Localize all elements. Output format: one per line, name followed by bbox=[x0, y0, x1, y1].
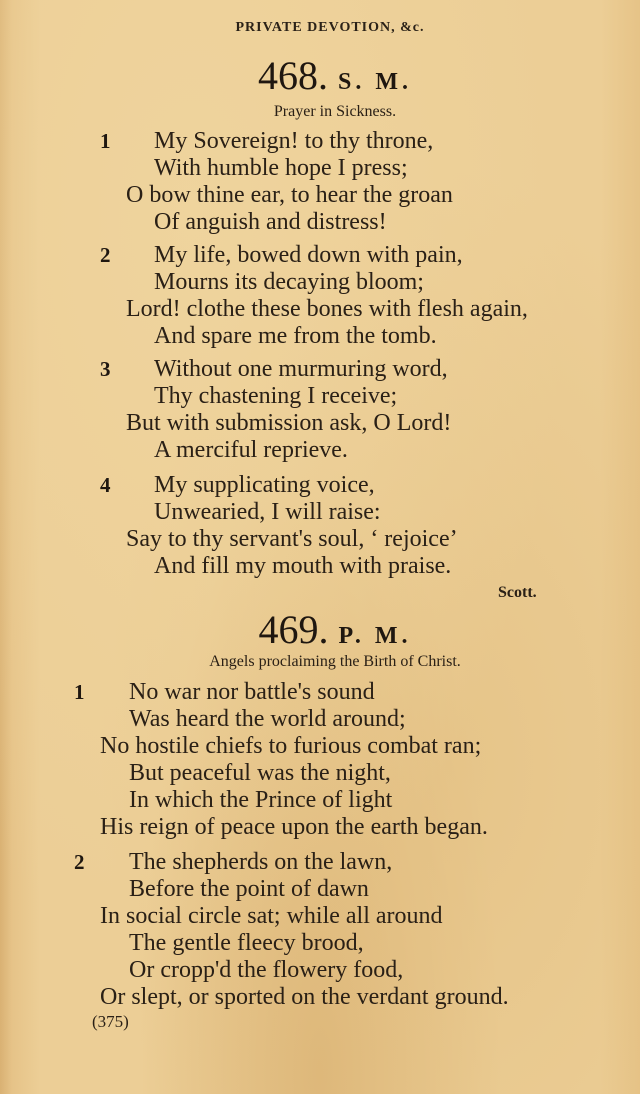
verse-line: A merciful reprieve. bbox=[154, 437, 348, 463]
verse-line: Or slept, or sported on the verdant ground. bbox=[100, 984, 509, 1010]
hymn-469-title: Angels proclaiming the Birth of Christ. bbox=[209, 653, 461, 670]
verse-line: And spare me from the tomb. bbox=[154, 323, 437, 349]
hymn-metre: S. M. bbox=[338, 69, 412, 95]
verse-line: His reign of peace upon the earth began. bbox=[100, 814, 488, 840]
verse-line: Without one murmuring word, bbox=[154, 356, 448, 382]
verse-line: But peaceful was the night, bbox=[129, 760, 391, 786]
attribution: Scott. bbox=[498, 584, 537, 601]
verse-line: My life, bowed down with pain, bbox=[154, 242, 463, 268]
verse-line: And fill my mouth with praise. bbox=[154, 553, 452, 579]
hymn-468-heading bbox=[0, 52, 640, 99]
page-number: (375) bbox=[92, 1012, 129, 1031]
verse-line: With humble hope I press; bbox=[154, 155, 408, 181]
verse-number: 1 bbox=[100, 129, 111, 153]
verse-number: 2 bbox=[74, 850, 85, 874]
hymn-469-heading bbox=[0, 606, 640, 653]
verse-line: But with submission ask, O Lord! bbox=[126, 410, 452, 436]
verse-line: Before the point of dawn bbox=[129, 876, 369, 902]
verse-line: In which the Prince of light bbox=[129, 787, 393, 813]
verse-line: My supplicating voice, bbox=[154, 472, 375, 498]
verse-line: O bow thine ear, to hear the groan bbox=[126, 182, 453, 208]
verse-number: 1 bbox=[74, 680, 85, 704]
hymn-468-title: Prayer in Sickness. bbox=[273, 103, 397, 120]
verse-line: The shepherds on the lawn, bbox=[129, 849, 393, 875]
verse-line: Mourns its decaying bloom; bbox=[154, 269, 424, 295]
verse-line: Unwearied, I will raise: bbox=[154, 499, 381, 525]
verse-line: Say to thy servant's soul, ‘ rejoice’ bbox=[126, 526, 458, 552]
verse-number: 4 bbox=[100, 473, 111, 497]
verse-line: Of anguish and distress! bbox=[154, 209, 387, 235]
verse-line: The gentle fleecy brood, bbox=[129, 930, 364, 956]
verse-number: 2 bbox=[100, 243, 111, 267]
hymn-number: 468. bbox=[258, 53, 328, 98]
running-head: PRIVATE DEVOTION, &c. bbox=[235, 20, 425, 35]
verse-line: Lord! clothe these bones with flesh again, bbox=[126, 296, 528, 322]
verse-line: Was heard the world around; bbox=[129, 706, 406, 732]
verse-line: My Sovereign! to thy throne, bbox=[154, 128, 434, 154]
verse-line: In social circle sat; while all around bbox=[100, 903, 443, 929]
verse-number: 3 bbox=[100, 357, 111, 381]
hymn-metre: P. M. bbox=[338, 623, 412, 649]
verse-line: Or cropp'd the flowery food, bbox=[129, 957, 404, 983]
hymn-number: 469. bbox=[258, 607, 329, 652]
verse-line: No war nor battle's sound bbox=[129, 679, 375, 705]
verse-line: No hostile chiefs to furious combat ran; bbox=[100, 733, 482, 759]
verse-line: Thy chastening I receive; bbox=[154, 383, 398, 409]
